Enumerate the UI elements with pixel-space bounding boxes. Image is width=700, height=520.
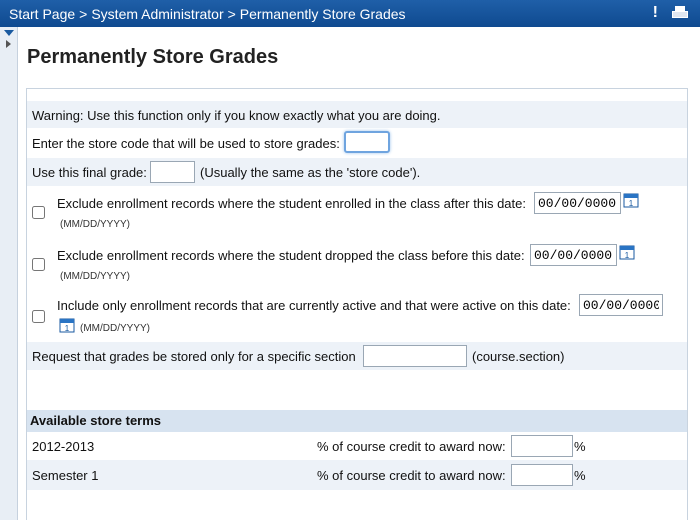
final-grade-input[interactable] xyxy=(150,161,195,183)
store-terms-heading: Available store terms xyxy=(27,410,687,432)
side-panel-strip xyxy=(0,27,18,520)
collapse-arrow-icon[interactable] xyxy=(4,30,14,36)
section-note: (course.section) xyxy=(472,349,565,364)
breadcrumb-system-administrator[interactable]: System Administrator xyxy=(91,6,224,22)
store-grades-form xyxy=(26,88,688,520)
top-navigation-bar xyxy=(0,0,700,27)
exclude-enrolled-date-input[interactable] xyxy=(534,192,621,214)
store-term-row xyxy=(27,432,687,460)
section-row xyxy=(27,342,687,370)
calendar-icon[interactable] xyxy=(619,244,635,260)
store-code-label: Enter the store code that will be used to store grades: xyxy=(32,136,340,151)
svg-text:1: 1 xyxy=(624,251,630,260)
include-active-row xyxy=(27,290,687,342)
exclude-dropped-date-input[interactable] xyxy=(530,244,617,266)
credit-input[interactable] xyxy=(511,435,573,457)
breadcrumb-separator: > xyxy=(79,6,88,22)
credit-label: % of course credit to award now: xyxy=(317,439,506,454)
include-active-date-input[interactable] xyxy=(579,294,663,316)
breadcrumb xyxy=(9,6,406,22)
percent-sign: % xyxy=(574,468,586,483)
store-code-input[interactable] xyxy=(344,131,390,153)
final-grade-note: (Usually the same as the 'store code'). xyxy=(200,165,421,180)
include-active-label: Include only enrollment records that are currently active and that were active on this date: xyxy=(57,298,571,313)
warning-row xyxy=(27,101,687,128)
printer-icon[interactable] xyxy=(672,6,688,20)
exclude-enrolled-checkbox[interactable] xyxy=(32,206,45,219)
section-label: Request that grades be stored only for a specific section xyxy=(32,349,356,364)
exclude-dropped-checkbox[interactable] xyxy=(32,258,45,271)
alert-icon[interactable]: ! xyxy=(652,4,658,21)
svg-text:1: 1 xyxy=(64,324,70,333)
breadcrumb-separator: > xyxy=(227,6,236,22)
warning-text: Warning: Use this function only if you know exactly what you are doing. xyxy=(32,108,441,123)
exclude-enrolled-row xyxy=(27,186,687,238)
date-format-hint: (MM/DD/YYYY) xyxy=(80,323,150,334)
date-format-hint: (MM/DD/YYYY) xyxy=(60,271,130,282)
exclude-dropped-row xyxy=(27,238,687,290)
section-input[interactable] xyxy=(363,345,467,367)
calendar-icon[interactable] xyxy=(623,192,639,208)
date-format-hint: (MM/DD/YYYY) xyxy=(60,219,130,230)
svg-text:1: 1 xyxy=(628,199,634,208)
store-code-row xyxy=(27,128,687,158)
credit-label: % of course credit to award now: xyxy=(317,468,506,483)
page-title: Permanently Store Grades xyxy=(27,46,279,68)
final-grade-label: Use this final grade: xyxy=(32,165,147,180)
term-name: 2012-2013 xyxy=(32,439,95,454)
breadcrumb-current-page: Permanently Store Grades xyxy=(239,6,406,22)
final-grade-row xyxy=(27,158,687,186)
exclude-enrolled-label: Exclude enrollment records where the student enrolled in the class after this date: xyxy=(57,196,526,211)
breadcrumb-start-page[interactable]: Start Page xyxy=(9,6,76,22)
term-name: Semester 1 xyxy=(32,468,99,483)
exclude-dropped-label: Exclude enrollment records where the student dropped the class before this date: xyxy=(57,248,525,263)
calendar-icon[interactable] xyxy=(59,317,75,333)
store-term-row xyxy=(27,460,687,490)
credit-input[interactable] xyxy=(511,464,573,486)
include-active-checkbox[interactable] xyxy=(32,310,45,323)
expand-arrow-icon[interactable] xyxy=(6,40,11,48)
percent-sign: % xyxy=(574,439,586,454)
